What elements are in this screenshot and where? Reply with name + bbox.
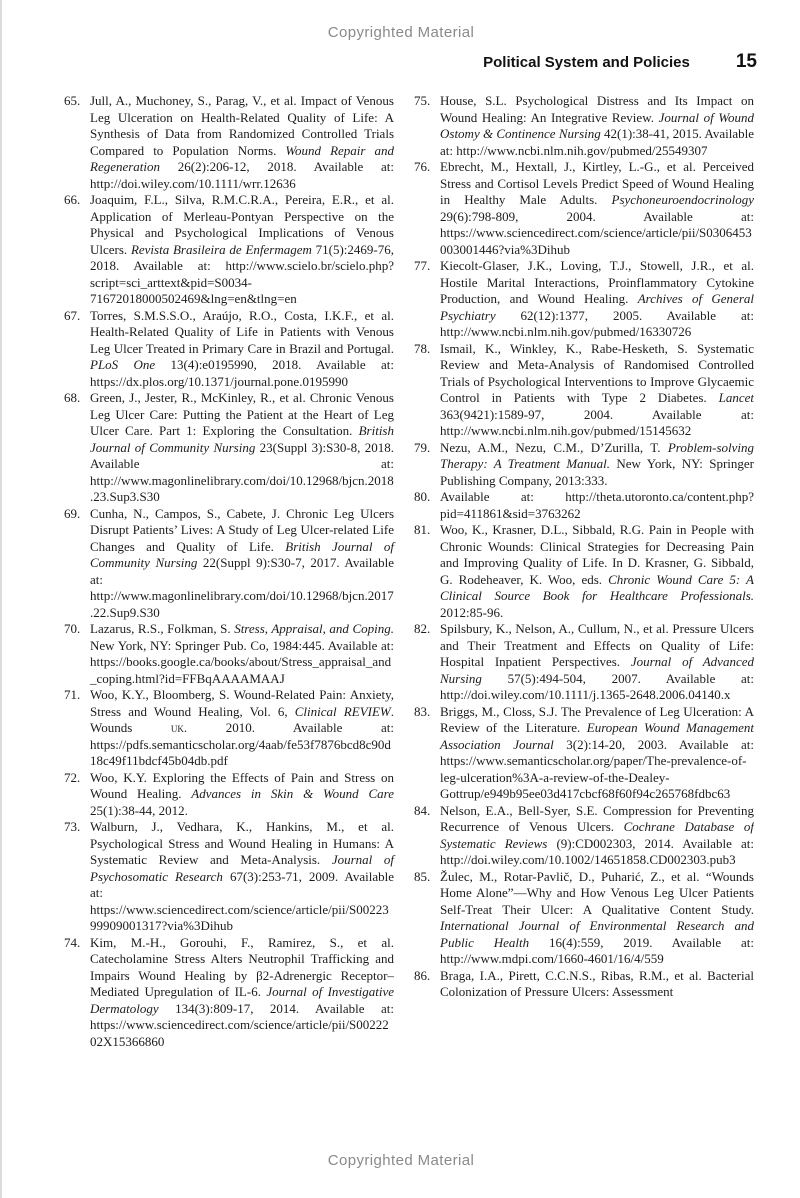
references-column-right [414,93,754,1143]
reference-number: 78. [414,340,431,356]
reference-item [414,93,754,159]
chapter-title: Political System and Policies [483,54,690,71]
reference-text: Ebrecht, M., Hextall, J., Kirtley, L.-G., et al. Perceived Stress and Cortisol Levels Predict Speed of Wound Healing in Healthy Male Adults. Psychoneuroendocrinology 29(6):798-809, 2004. Available at: https://www.sciencedirect.com/science/article/pii/S0306453003001446?via%3Dihub [440,159,754,257]
reference-item [64,819,394,935]
reference-item [64,770,394,820]
reference-number: 66. [64,192,81,207]
reference-text: Spilsbury, K., Nelson, A., Cullum, N., et al. Pressure Ulcers and Their Treatment and Effects on Quality of Life: Hospital Inpatient Perspectives. Journal of Advanced Nursing 57(5):494-504, 2007. Available at: http://doi.wiley.com/10.1111/j.1365-2648.2006.04140.x [440,621,754,702]
copyright-material-top: Copyrighted Material [327,24,475,41]
reference-item [414,159,754,258]
reference-text: Ismail, K., Winkley, K., Rabe-Hesketh, S. Systematic Review and Meta-Analysis of Randomised Controlled Trials of Psychological Interventions to Improve Glycaemic Control in Patients with Type 2 Diabetes. Lancet 363(9421):1589-97, 2004. Available at: http://www.ncbi.nlm.nih.gov/pubmed/15145632 [440,340,754,438]
reference-text: Cunha, N., Campos, S., Cabete, J. Chronic Leg Ulcers Disrupt Patients’ Lives: A Study of Leg Ulcer-related Life Changes and Quality of Life. British Journal of Community Nursing 22(Suppl 9):S30-7, 2017. Available at: http://www.magonlinelibrary.com/doi/10.12968/bjcn.2017.22.Sup9.S30 [90,505,395,620]
reference-number: 75. [414,93,431,108]
reference-item [414,621,754,704]
reference-item [64,506,394,622]
reference-text: Briggs, M., Closs, S.J. The Prevalence of Leg Ulceration: A Review of the Literature. European Wound Management Association Journal 3(2):14-20, 2003. Available at: https://www.semanticscholar.org/paper/The-prevalence-of-leg-ulceration%3A-a-review-of-the-Dealey-Gottrup/e949b95ee03d417cbcf68f60f94c265768fdbc63 [440,703,754,801]
reference-item [414,522,754,621]
reference-number: 72. [64,769,81,785]
reference-number: 68. [64,390,81,405]
reference-number: 70. [64,621,81,636]
reference-text: Joaquim, F.L., Silva, R.M.C.R.A., Pereira, E.R., et al. Application of Merleau-Pontyan Perspective on the Physical and Psychological Implications of Venous Ulcers. Revista Brasileira de Enfermagem 71(5):2469-76, 2018. Available at: http://www.scielo.br/scielo.php?script=sci_arttext&pid=S0034-71672018000502469&lng=en&tlng=en [90,192,394,306]
reference-number: 80. [414,489,431,504]
reference-text: Braga, I.A., Pirett, C.C.N.S., Ribas, R.M., et al. Bacterial Colonization of Pressure Ulcers: Assessment [440,967,754,999]
reference-text: Woo, K.Y., Bloomberg, S. Wound-Related Pain: Anxiety, Stress and Wound Healing, Vol. 6, Clinical REVIEW. Wounds uk. 2010. Available at: https://pdfs.semanticscholar.org/4aab/fe53f7876bcd8c90d18c49f11bdcf45b04db.pdf [90,687,394,768]
reference-item [414,341,754,440]
reference-item [64,390,394,506]
reference-item [64,93,394,192]
reference-text: Nezu, A.M., Nezu, C.M., D’Zurilla, T. Problem-solving Therapy: A Treatment Manual. New York, NY: Springer Publishing Company, 2013:333. [440,439,754,488]
reference-number: 67. [64,307,81,323]
references-columns [64,93,754,1143]
reference-text: Žulec, M., Rotar-Pavlič, D., Puharić, Z., et al. “Wounds Home Alone”—Why and How Venous Leg Ulcer Patients Self-Treat Their Ulcer: A Qualitative Content Study. International Journal of Environmental Research and Public Health 16(4):559, 2019. Available at: http://www.mdpi.com/1660-4601/16/4/559 [440,868,754,966]
reference-text: Walburn, J., Vedhara, K., Hankins, M., et al. Psychological Stress and Wound Healing in Humans: A Systematic Review and Meta-Analysis. Journal of Psychosomatic Research 67(3):253-71, 2009. Available at: https://www.sciencedirect.com/science/article/pii/S0022399909001317?via%3Dihub [90,819,395,933]
reference-text: Woo, K.Y. Exploring the Effects of Pain and Stress on Wound Healing. Advances in Skin & Wound Care 25(1):38-44, 2012. [90,769,394,818]
reference-item [414,869,754,968]
reference-text: Available at: http://theta.utoronto.ca/content.php?pid=411861&sid=3763262 [440,489,754,521]
reference-item [64,621,394,687]
reference-text: Kiecolt-Glaser, J.K., Loving, T.J., Stowell, J.R., et al. Hostile Marital Interactions, Proinflammatory Cytokine Production, and Wound Healing. Archives of General Psychiatry 62(12):1377, 2005. Available at: http://www.ncbi.nlm.nih.gov/pubmed/16330726 [440,258,754,339]
reference-number: 71. [64,687,81,702]
reference-number: 81. [414,522,431,537]
reference-number: 83. [414,703,431,719]
reference-item [64,687,394,770]
reference-item [64,935,394,1051]
reference-number: 79. [414,439,431,455]
reference-number: 76. [414,159,431,174]
references-column-left [64,93,394,1143]
reference-item [414,704,754,803]
reference-text: House, S.L. Psychological Distress and Its Impact on Wound Healing: An Integrative Review. Journal of Wound Ostomy & Continence Nursing 42(1):38-41, 2015. Available at: http://www.ncbi.nlm.nih.gov/pubmed/25549307 [440,93,754,158]
reference-number: 84. [414,802,431,818]
reference-number: 77. [414,258,431,273]
reference-text: Kim, M.-H., Gorouhi, F., Ramirez, S., et al. Catecholamine Stress Alters Neutrophil Trafficking and Impairs Wound Healing by β2-Adrenergic Receptor–Mediated Upregulation of IL-6. Journal of Investigative Dermatology 134(3):809-17, 2014. Available at: https://www.sciencedirect.com/science/article/pii/S0022202X15366860 [90,934,394,1049]
reference-number: 69. [64,505,81,521]
reference-number: 86. [414,967,431,983]
reference-number: 74. [64,934,81,950]
reference-number: 65. [64,93,81,108]
page-header [483,51,757,73]
copyright-material-bottom: Copyrighted Material [327,1152,475,1169]
reference-number: 85. [414,868,431,884]
reference-text: Nelson, E.A., Bell-Syer, S.E. Compression for Preventing Recurrence of Venous Ulcers. Cochrane Database of Systematic Reviews (9):CD002303, 2014. Available at: http://doi.wiley.com/10.1002/14651858.CD002303.pub3 [440,802,754,867]
reference-item [414,440,754,490]
reference-item [64,192,394,308]
page-number: 15 [735,51,757,72]
reference-text: Green, J., Jester, R., McKinley, R., et al. Chronic Venous Leg Ulcer Care: Putting the Patient at the Heart of Leg Ulcer Care. Part 1: Exploring the Consultation. British Journal of Community Nursing 23(Suppl 3):S30-8, 2018. Available at: http://www.magonlinelibrary.com/doi/10.12968/bjcn.2018.23.Sup3.S30 [90,390,394,504]
reference-item [414,803,754,869]
reference-item [414,258,754,341]
reference-number: 73. [64,819,81,834]
reference-text: Torres, S.M.S.S.O., Araújo, R.O., Costa, I.K.F., et al. Health-Related Quality of Life in Patients with Venous Leg Ulcer Treated in Primary Care in Brazil and Portugal. PLoS One 13(4):e0195990, 2018. Available at: https://dx.plos.org/10.1371/journal.pone.0195990 [90,307,394,389]
reference-item [414,489,754,522]
reference-text: Woo, K., Krasner, D.L., Sibbald, R.G. Pain in People with Chronic Wounds: Clinical Strategies for Decreasing Pain and Improving Quality of Life. In D. Krasner, G. Sibbald, G. Rodeheaver, K. Woo, eds. Chronic Wound Care 5: A Clinical Source Book for Healthcare Professionals. 2012:85-96. [440,522,754,620]
reference-text: Jull, A., Muchoney, S., Parag, V., et al. Impact of Venous Leg Ulceration on Health-Related Quality of Life: A Synthesis of Data from Randomized Controlled Trials Compared to Population Norms. Wound Repair and Regeneration 26(2):206-12, 2018. Available at: http://doi.wiley.com/10.1111/wrr.12636 [90,93,394,191]
reference-item [414,968,754,1001]
reference-text: Lazarus, R.S., Folkman, S. Stress, Appraisal, and Coping. New York, NY: Springer Pub. Co, 1984:445. Available at: https://books.google.ca/books/about/Stress_appraisal_and_coping.html?id=FFBqAAAAMAAJ [90,621,394,686]
reference-number: 82. [414,621,431,636]
reference-item [64,308,394,391]
